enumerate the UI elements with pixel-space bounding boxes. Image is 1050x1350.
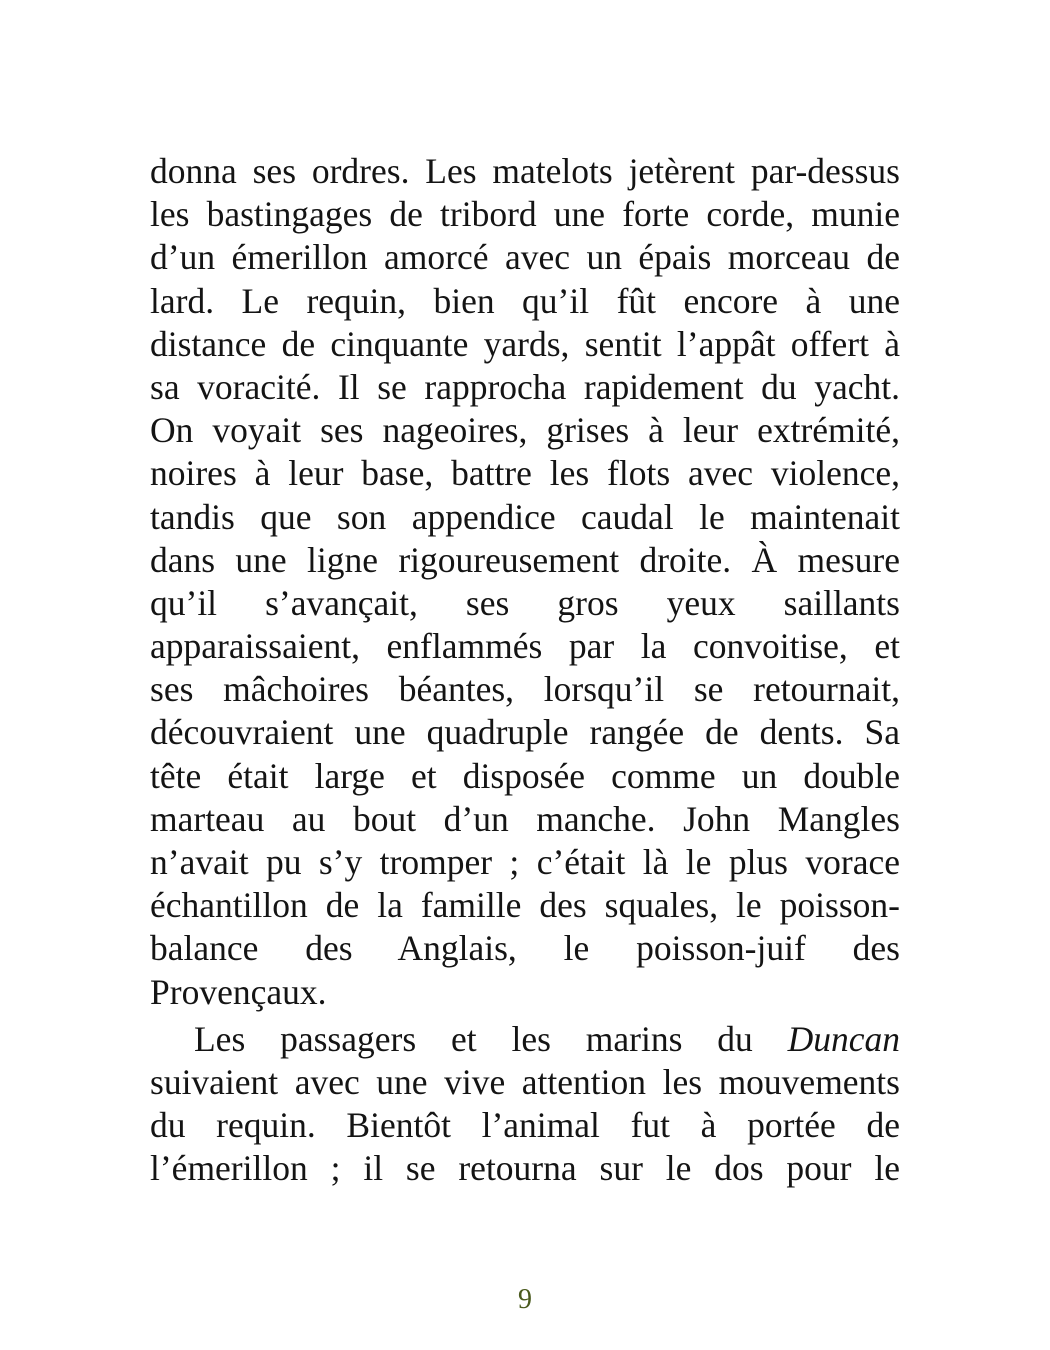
text-line: découvraient une quadruple rangée de dents. Sa	[150, 712, 900, 753]
text-line: distance de cinquante yards, sentit l’appât offert à	[150, 323, 900, 364]
text-line: noires à leur base, battre les flots avec violence,	[150, 453, 900, 494]
text-line: suivaient avec une vive attention les mouvements	[150, 1061, 900, 1102]
text-line: dans une ligne rigoureusement droite. À mesure	[150, 539, 900, 580]
text-line: balance des Anglais, le poisson-juif des	[150, 928, 900, 969]
text-line: On voyait ses nageoires, grises à leur extrémité,	[150, 410, 900, 451]
ship-name: Duncan	[787, 1018, 900, 1059]
text-line: d’un émerillon amorcé avec un épais morceau de	[150, 237, 900, 278]
text-line: tête était large et disposée comme un double	[150, 755, 900, 796]
text-line: tandis que son appendice caudal le maintenait	[150, 496, 900, 537]
text-line: l’émerillon ; il se retourna sur le dos pour le	[150, 1148, 900, 1189]
text-line: échantillon de la famille des squales, le poisson-	[150, 885, 900, 926]
text-line: ses mâchoires béantes, lorsqu’il se retournait,	[150, 669, 900, 710]
text-line: du requin. Bientôt l’animal fut à portée de	[150, 1105, 900, 1146]
text-line	[150, 1018, 900, 1061]
text-line: lard. Le requin, bien qu’il fût encore à une	[150, 280, 900, 321]
body-text	[150, 150, 900, 1191]
text-line: sa voracité. Il se rapprocha rapidement du yacht.	[150, 366, 900, 407]
text-line: Provençaux.	[150, 971, 327, 1012]
text-line: donna ses ordres. Les matelots jetèrent par-dessus	[150, 151, 900, 191]
text-line: les bastingages de tribord une forte corde, munie	[150, 194, 900, 235]
text-line: marteau au bout d’un manche. John Mangles	[150, 798, 900, 839]
text-line: apparaissaient, enflammés par la convoitise, et	[150, 626, 900, 667]
page-number: 9	[518, 1284, 532, 1315]
text-line: qu’il s’avançait, ses gros yeux saillants	[150, 582, 900, 623]
text-fragment: Les passagers et les marins du	[194, 1018, 788, 1059]
text-line: n’avait pu s’y tromper ; c’était là le plus vorace	[150, 842, 900, 882]
